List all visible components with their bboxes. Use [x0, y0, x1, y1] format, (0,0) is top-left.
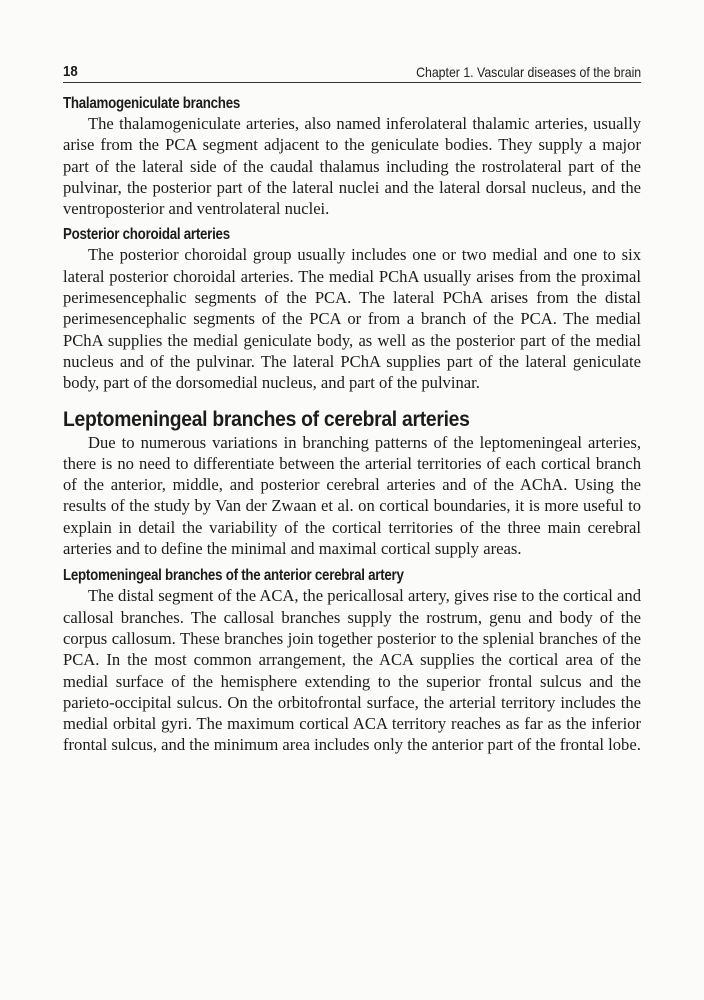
running-header [63, 58, 641, 83]
paragraph-aca: The distal segment of the ACA, the pericallosal artery, gives rise to the cortical and callosal branches. The callosal branches supply the rostrum, genu and body of the corpus callosum. These branches join together posterior to the splenial branches of the PCA. In the most common arrangement, the ACA supplies the cortical area of the medial surface of the hemisphere extending to the superior frontal sulcus and the parieto-occipital sulcus. On the orbitofrontal surface, the arterial territory includes the medial orbital gyri. The maximum cortical ACA territory reaches as far as the inferior frontal sulcus, and the minimum area includes only the anterior part of the frontal lobe. [63, 586, 641, 755]
document-page [63, 58, 641, 756]
section-heading-leptomeningeal: Leptomeningeal branches of cerebral arteries [63, 407, 470, 431]
subheading-thalamogeniculate: Thalamogeniculate branches [63, 95, 241, 112]
paragraph-leptomeningeal: Due to numerous variations in branching patterns of the leptomeningeal arteries, there is no need to differentiate between the arterial territories of each cortical branch of the anterior, middle, and posterior cerebral arteries and of the AChA. Using the results of the study by Van der Zwaan et al. on cortical boundaries, it is more useful to explain in detail the variability of the cortical territories of the three main cerebral arteries and to define the minimal and maximal cortical supply areas. [63, 432, 641, 559]
subheading-aca: Leptomeningeal branches of the anterior cerebral artery [63, 567, 404, 585]
chapter-title: Chapter 1. Vascular diseases of the brain [416, 64, 642, 80]
subheading-posterior-choroidal: Posterior choroidal arteries [63, 226, 230, 244]
paragraph-thalamogeniculate: The thalamogeniculate arteries, also named inferolateral thalamic arteries, usually arise from the PCA segment adjacent to the geniculate bodies. They supply a major part of the lateral side of the caudal thalamus including the rostrolateral part of the pulvinar, the posterior part of the lateral nuclei and the lateral dorsal nucleus, and the ventroposterior and ventrolateral nuclei. [63, 114, 641, 219]
paragraph-posterior-choroidal: The posterior choroidal group usually includes one or two medial and one to six lateral posterior choroidal arteries. The medial PChA usually arises from the proximal perimesencephalic segments of the PCA. The lateral PChA arises from the distal perimesencephalic segments of the PCA or from a branch of the PCA. The medial PChA supplies the medial geniculate body, as well as the posterior part of the medial nucleus and of the pulvinar. The lateral PChA supplies part of the lateral geniculate body, part of the dorsomedial nucleus, and part of the pulvinar. [63, 245, 641, 393]
page-number: 18 [63, 63, 78, 80]
